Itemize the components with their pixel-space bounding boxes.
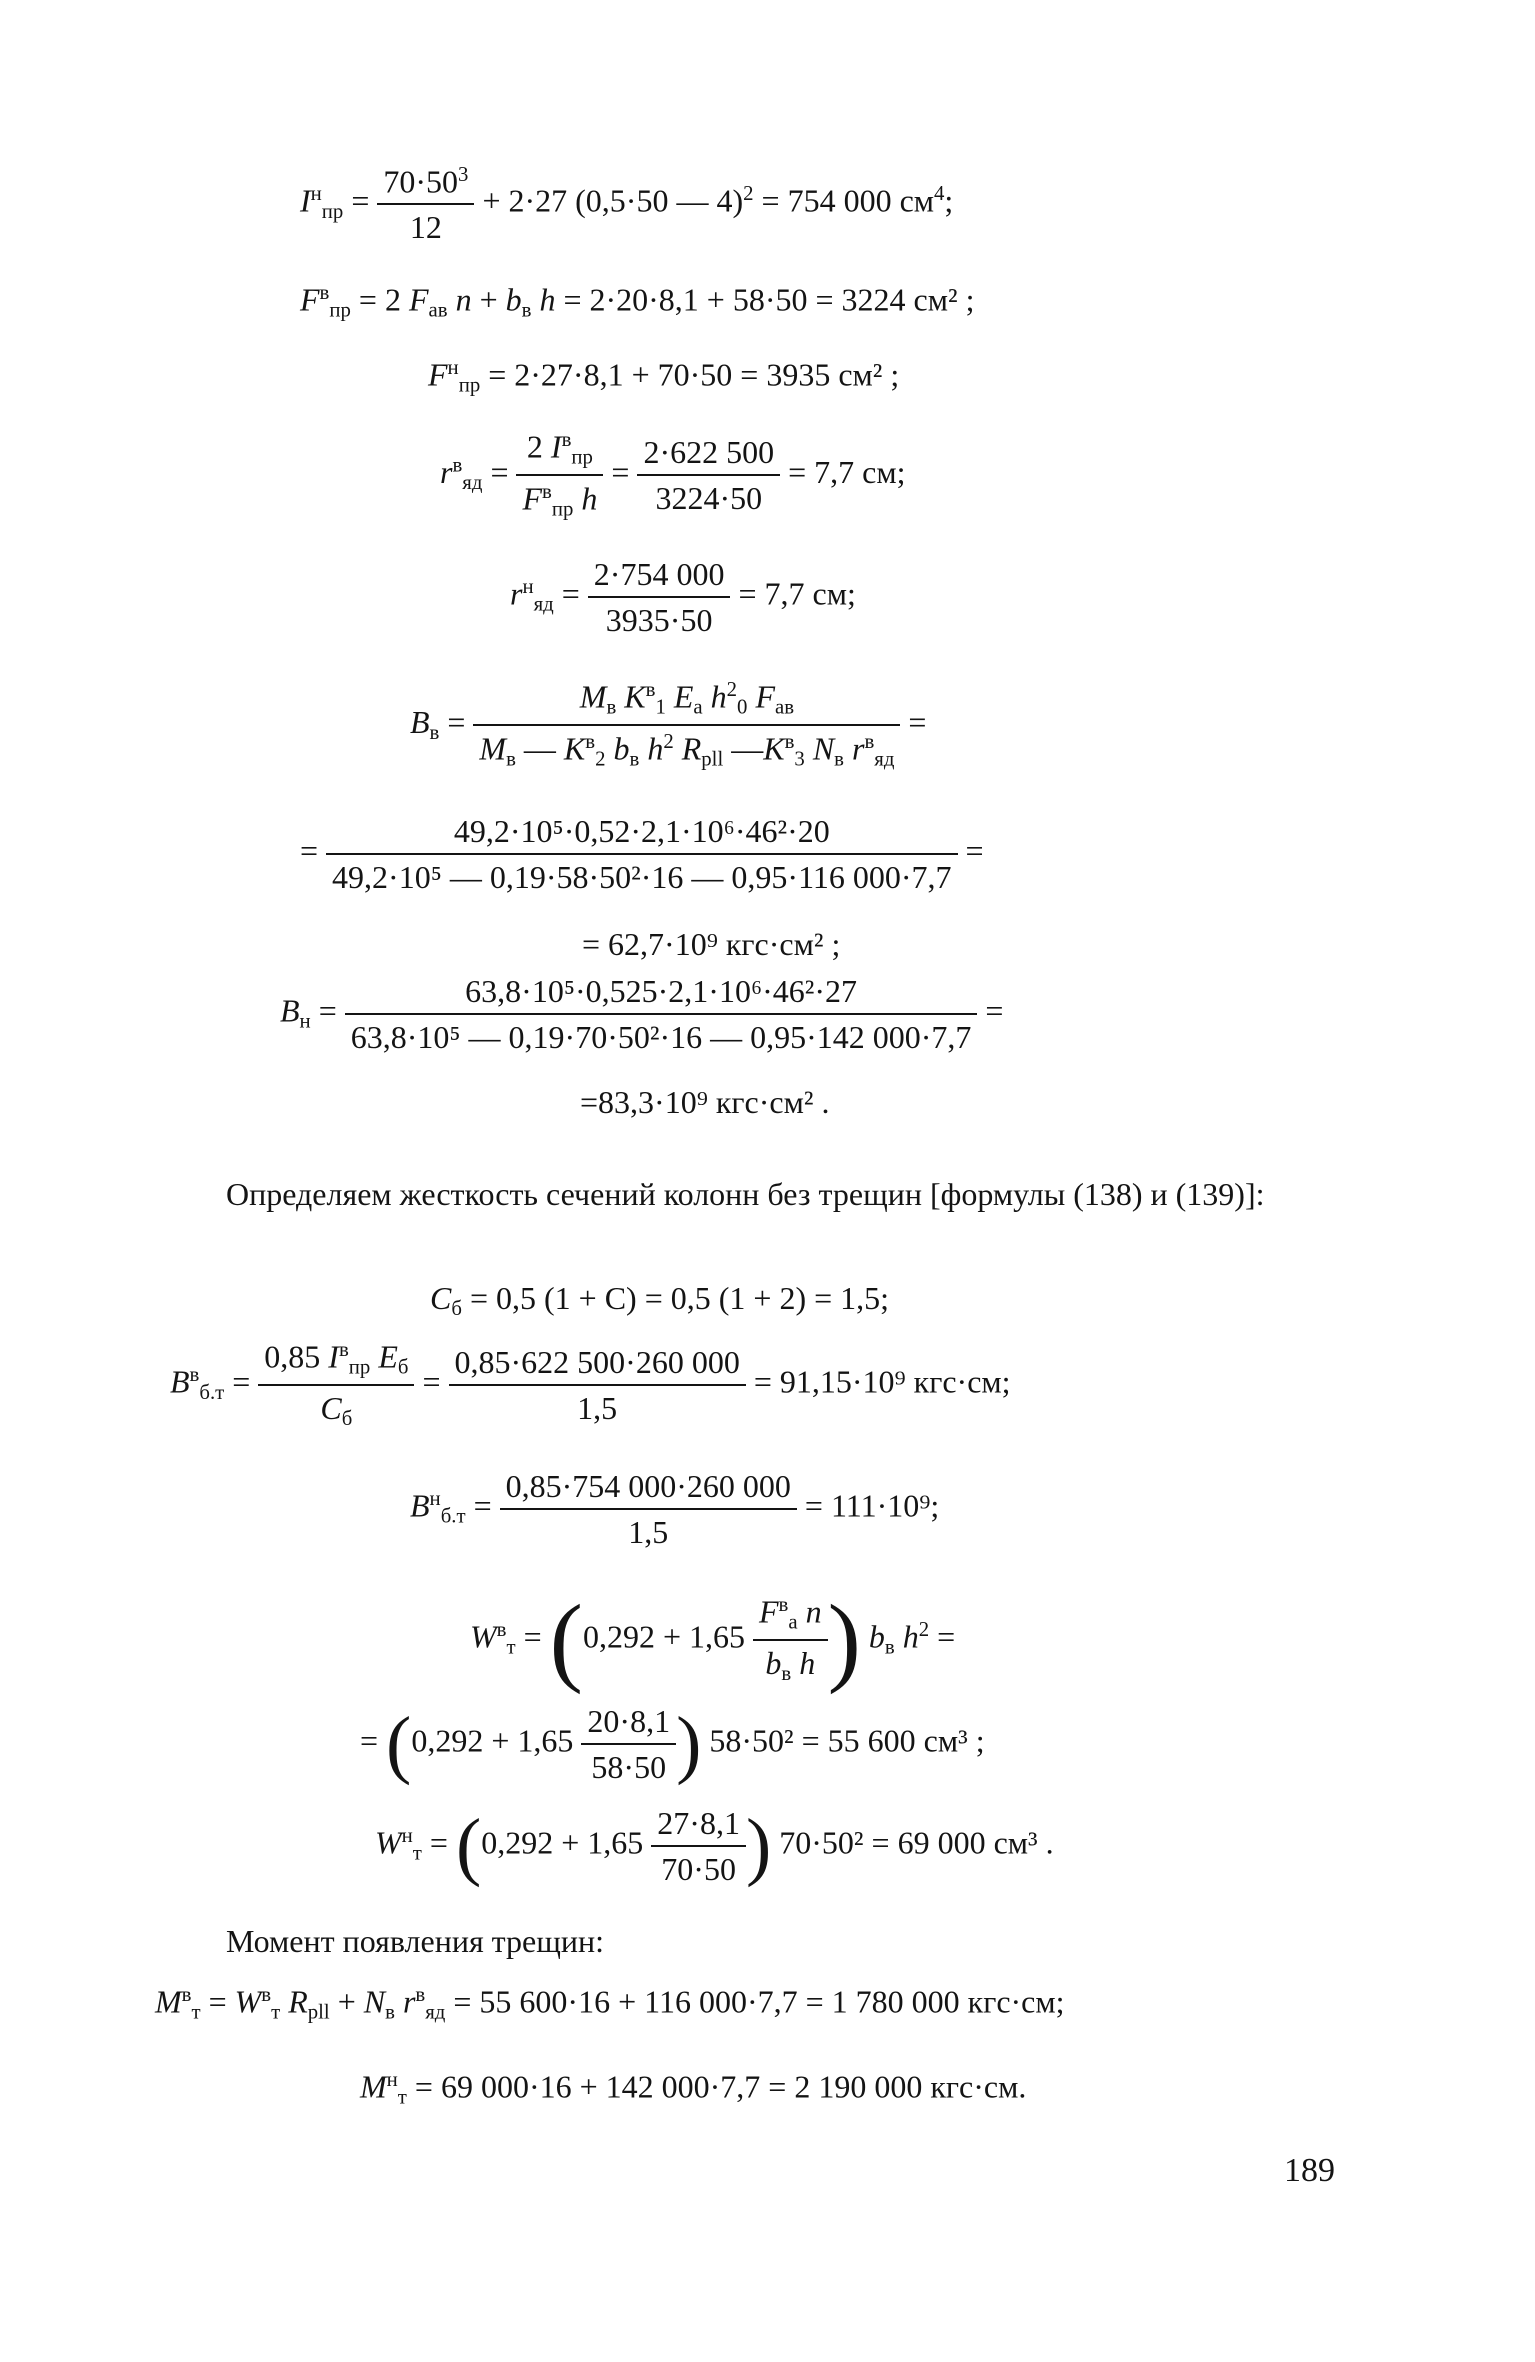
equation-section-modulus-upper-general: $W^в_т = (0,292 + 1,65$ $\frac{F^в_а n}{b_в h}$ ) $b_в$ $h^2$ = <box>470 1584 956 1695</box>
paragraph-stiffness-without-cracks: Определяем жесткость сечений колонн без трещин [формулы (138) и (139)]: <box>226 1176 1265 1212</box>
equation-stiffness-upper-result: = 62,7·10⁹ кгс·см² ; <box>582 926 841 962</box>
equation-stiffness-no-cracks-upper: $B^в_{б.т}$ = $\frac{0,85 I^в_{пр} E_б}{C_б}$ = $\frac{0,85\cdot 622 500\cdot 260 000}{1,5}$ = 91,15·10⁹ кгс·см; <box>170 1338 1011 1431</box>
paragraph-crack-moment: Момент появления трещин: <box>226 1923 605 1959</box>
equation-stiffness-lower-result: =83,3·10⁹ кгс·см² . <box>580 1084 830 1120</box>
equation-stiffness-lower: $B_н$ = $\frac{\text{63,8·10⁵·0,525·2,1·10⁶·46²·27}}{\text{63,8·10⁵ — 0,19·70·50²·16 — 0,95·142 000·7,7}}$ = <box>280 973 1004 1055</box>
equation-section-modulus-lower: $W^н_т = (0,292 + 1,65$ $\frac{27\cdot 8,1}{70\cdot 50}$ ) 70·50² = 69 000 см³ . <box>375 1804 1054 1888</box>
equation-core-radius-lower: $r^н_{яд}$ = $\frac{2\cdot 754 000}{3935\cdot 50}$ = 7,7 см; <box>510 556 856 638</box>
equation-cb: $C_б = 0,5$ (1 + C) = 0,5 (1 + 2) = 1,5; <box>430 1280 890 1321</box>
equation-crack-moment-lower: $M^н_т = 69$ 000·16 + 142 000·7,7 = 2 190 000 кгс·см. <box>360 2068 1027 2109</box>
equation-section-modulus-upper-numeric: = (0,292 + 1,65 $\frac{20\cdot 8,1}{58\cdot 50}$ ) 58·50² = 55 600 см³ ; <box>360 1702 985 1786</box>
equation-area-lower: $F^н_{пр} = 2\cdot 27\cdot 8,1 + 70\cdot 50 = 3935$ см² ; <box>428 356 900 397</box>
page-number: 189 <box>1284 2152 1335 2189</box>
equation-stiffness-no-cracks-lower: $B^н_{б.т}$ = $\frac{0,85\cdot 754 000\cdot 260 000}{1,5}$ = 111·10⁹; <box>410 1468 940 1550</box>
fraction: $\frac{70\cdot 50^3}{12}$ <box>377 165 474 243</box>
equation-area-upper: $F^в_{пр} = 2$ $F_{ав}$ $n + b_в$ h = 2·20·8,1 + 58·50 = 3224 см² ; <box>300 281 975 322</box>
equation-core-radius-upper: $r^в_{яд}$ = $\frac{2 I^в_{пр}}{F^в_{пр} h}$ = $\frac{2\cdot 622 500}{3224\cdot 50}$ = 7,7 см; <box>440 428 906 522</box>
equation-stiffness-upper-general: $B_в$ = $\frac{M_в K^в_1 E_а h^2_0 F_{ав}}{M_в — K^в_2 b_в h^2 R_{pll} —K^в_3 N_в r^в_{яд}}$ = <box>410 678 927 772</box>
equation-stiffness-upper-numeric: = $\frac{\text{49,2·10⁵·0,52·2,1·10⁶·46²·20}}{\text{49,2·10⁵ — 0,19·58·50²·16 — 0,95·116 000·7,7}}$ = <box>300 813 984 895</box>
equation-moment-of-inertia-lower: $I^н_{пр}$ = $\frac{70\cdot 50^3}{12}$ + 2·27 (0,5·50 — 4)$^2$ = 754 000 $см^4$; <box>300 163 954 246</box>
equation-crack-moment-upper: $M^в_т = W^в_т$ $R_{pll} + N_в$ $r^в_{яд} = 55$ 600·16 + 116 000·7,7 = 1 780 000 кгс·см; <box>155 1983 1065 2024</box>
